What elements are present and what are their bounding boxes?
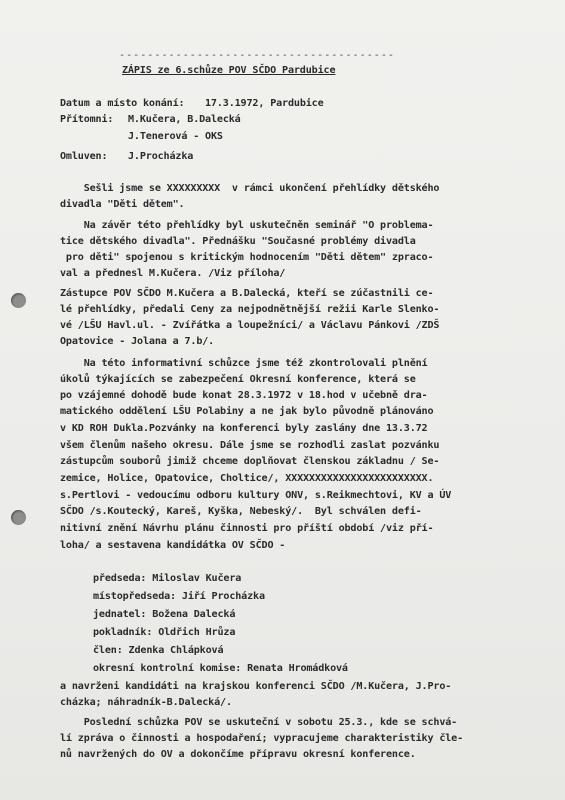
body-line: vé /LŠU Havl.ul. - Zvířátka a loupežníci/ a Václavu Pánkovi /ZDŠ — [60, 320, 440, 331]
body-line: matického oddělení LŠU Polabiny a ne jak bylo původně plánováno — [60, 406, 434, 417]
body-line: cházka; náhradník-B.Dalecká/. — [60, 697, 232, 708]
body-line: po vzájemné dohodě bude konat 28.3.1972 v 18.hod v učebně dra- — [60, 390, 428, 401]
body-line: Zástupce POV SČDO M.Kučera a B.Dalecká, kteří se zúčastnili ce- — [60, 288, 434, 299]
body-line: Sešli jsme se XXXXXXXXX v rámci ukončení přehlídky dětského — [60, 183, 440, 194]
body-line: nitivní znění Návrhu plánu činnosti pro příští období /viz pří- — [60, 523, 434, 534]
closing-line: Poslední schůzka POV se uskuteční v sobotu 25.3., kde se schvá- — [60, 717, 458, 728]
closing-line: lí zpráva o činnosti a hospodaření; vypracujeme charakteristiky čle- — [60, 733, 464, 744]
meta-date-value: 17.3.1972, Pardubice — [205, 98, 324, 109]
meta-present-value: M.Kučera, B.Dalecká — [128, 114, 241, 125]
title-rule: --------------------------------------- — [119, 50, 396, 61]
meta-excused-label: Omluven: — [60, 151, 108, 162]
body-line: tice dětského divadla". Přednášku "Současné problémy divadla — [60, 236, 416, 247]
punch-hole — [11, 510, 26, 525]
meta-excused-value: J.Procházka — [128, 151, 194, 162]
candidate-entry: místopředseda: Jiří Procházka — [93, 591, 265, 602]
body-line: Na závěr této přehlídky byl uskutečněn seminář "O problema- — [60, 220, 434, 231]
candidate-entry: pokladník: Oldřich Hrůza — [93, 627, 236, 638]
punch-hole — [11, 293, 26, 308]
body-line: úkolů týkajících se zabezpečení Okresní konference, která se — [60, 374, 416, 385]
body-line: zástupcům souborů jimiž chceme doplňovat členskou základnu / Se- — [60, 456, 440, 467]
meta-present-value-2: J.Tenerová - OKS — [128, 131, 223, 142]
candidate-entry: člen: Zdenka Chlápková — [93, 645, 224, 656]
body-line: Na této informativní schůzce jsme též zkontrolovali plnění — [60, 358, 428, 369]
candidate-entry: předseda: Miloslav Kučera — [93, 573, 242, 584]
body-line: val a přednesl M.Kučera. /Viz příloha/ — [60, 268, 286, 279]
body-line: lé přehlídky, předali Ceny za nejpodnětnější režii Karle Slenko- — [60, 304, 440, 315]
body-line: divadla "Děti dětem". — [60, 199, 185, 210]
body-line: loha/ a sestavena kandidátka OV SČDO - — [60, 540, 286, 551]
candidate-entry: jednatel: Božena Dalecká — [93, 609, 236, 620]
body-line: SČDO /s.Koutecký, Kareš, Kyška, Nebeský/. Byl schválen defi- — [60, 506, 422, 517]
meta-present-label: Přítomni: — [60, 114, 114, 125]
body-line: zemice, Holice, Opatovice, Choltice/, XXXXXXXXXXXXXXXXXXXXXXXX. — [60, 473, 434, 484]
candidate-entry: okresní kontrolní komise: Renata Hromádková — [93, 663, 348, 674]
body-line: s.Pertlovi - vedoucímu odboru kultury ONV, s.Reikmechtovi, KV a ÚV — [60, 490, 452, 501]
meta-date-label: Datum a místo konání: — [60, 98, 185, 109]
document-title: ZÁPIS ze 6.schůze POV SČDO Pardubice — [122, 65, 336, 76]
body-line: všem členům našeho okresu. Dále jsme se rozhodli zaslat pozvánku — [60, 440, 440, 451]
body-line: Opatovice - Jolana a 7.b/. — [60, 336, 215, 347]
body-line: v KD ROH Dukla.Pozvánky na konferenci byly zaslány dne 13.3.72 — [60, 423, 428, 434]
body-line: pro děti" spojenou s kritickým hodnocením "Děti dětem" zpraco- — [60, 252, 434, 263]
closing-line: nů navržených do OV a dokončíme přípravu okresní konference. — [60, 749, 416, 760]
body-line: a navrženi kandidáti na krajskou konferenci SČDO /M.Kučera, J.Pro- — [60, 681, 452, 692]
